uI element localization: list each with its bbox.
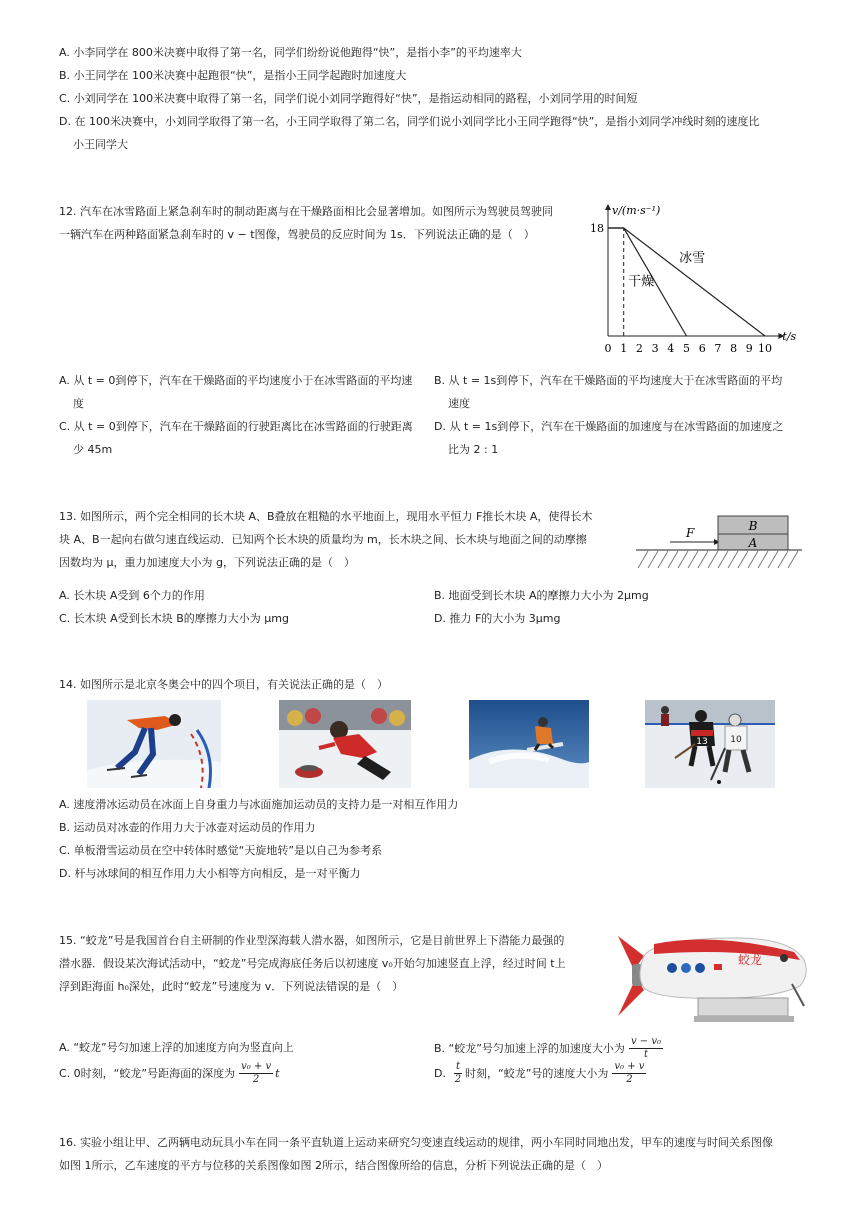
x-tick-label: 1 [620,342,628,355]
q15-option-b-fraction [629,1036,663,1061]
q13-stem-line1: 13. 如图所示，两个完全相同的长木块 A、B叠放在粗糙的水平地面上，现用水平恒力 F推长木块 A，使得长木 [59,510,593,523]
block-a-label: A [748,536,758,550]
q15-option-c-fraction [239,1061,273,1086]
q12-option-c-cont: 少 45m [73,443,113,456]
fraction-numerator: v₀ + v [241,1060,272,1072]
x-axis-label: t/s [782,330,797,343]
q12-option-d-cont: 比为 2 : 1 [448,443,499,456]
x-tick-label: 9 [745,342,753,355]
speed-skating-photo [87,700,221,788]
q12-option-d: D. 从 t = 1s到停下，汽车在干燥路面的加速度与在冰雪路面的加速度之 [434,420,784,433]
q15-stem-line2: 潜水器．假设某次海试活动中，“蛟龙”号完成海底任务后以初速度 v₀开始匀加速竖直上浮，经过时间 t上 [59,957,566,970]
q16-stem-line1: 16. 实验小组让甲、乙两辆电动玩具小车在同一条平直轨道上运动来研究匀变速直线运动的规律，两小车同时同地出发，甲车的速度与时间关系图像 [59,1136,773,1149]
q15-option-c [59,1058,280,1088]
q13-option-c: C. 长木块 A受到长木块 B的摩擦力大小为 μmg [59,612,289,625]
jiaolong-submersible [614,926,810,1030]
x-tick-label: 2 [635,342,643,355]
q12-option-b-cont: 速度 [448,397,470,410]
q12-stem-line1: 12. 汽车在冰雪路面上紧急刹车时的制动距离与在干燥路面相比会显著增加。如图所示为驾驶员驾驶同 [59,205,553,218]
x-tick-label: 7 [714,342,722,355]
q11-option-d: D. 在 100米决赛中，小刘同学取得了第一名，小王同学取得了第二名，同学们说小刘同学比小王同学跑得“快”，是指小刘同学冲线时刻的速度比 [59,115,760,128]
q13-stem-line3: 因数均为 μ，重力加速度大小为 g，下列说法正确的是（ ） [59,556,355,569]
x-tick-label: 0 [604,342,612,355]
q15-option-d-text: 时刻，“蛟龙”号的速度大小为 [465,1067,609,1080]
q14-option-a: A. 速度滑冰运动员在冰面上自身重力与冰面施加运动员的支持力是一对相互作用力 [59,798,459,811]
series-label-snow: 冰雪 [679,250,706,266]
svg-text:13: 13 [696,737,708,747]
block-b-label: B [748,519,758,533]
ice-hockey-photo [645,700,775,788]
q15-stem-line1: 15. “蛟龙”号是我国首台自主研制的作业型深海载人潜水器，如图所示，它是目前世界上下潜能力最强的 [59,934,565,947]
q11-option-c: C. 小刘同学在 100米决赛中取得了第一名，同学们说小刘同学跑得好“快”，是指运动相同的路程，小刘同学用的时间短 [59,92,638,105]
curling-photo [279,700,411,788]
vt-chart [588,200,813,360]
q12-option-a: A. 从 t = 0到停下，汽车在干燥路面的平均速度小于在冰雪路面的平均速 [59,374,413,387]
q16-stem-line2: 如图 1所示，乙车速度的平方与位移的关系图像如图 2所示，结合图像所给的信息，分析下列说法正确的是（ ） [59,1159,608,1172]
svg-text:10: 10 [730,735,742,745]
fraction-denominator: 2 [252,1073,260,1085]
y-axis-label: v/(m·s⁻¹) [612,204,661,217]
q11-option-d-cont: 小王同学大 [73,138,128,151]
x-tick-label: 5 [683,342,690,355]
q15-option-a: A. “蛟龙”号匀加速上浮的加速度方向为竖直向上 [59,1041,294,1054]
q15-option-d-label: D. [434,1066,446,1080]
q12-option-b: B. 从 t = 1s到停下，汽车在干燥路面的平均速度大于在冰雪路面的平均 [434,374,783,387]
q15-option-b-text: B. “蛟龙”号匀加速上浮的加速度大小为 [434,1042,625,1055]
fraction-numerator: v₀ + v [614,1060,645,1072]
blocks-diagram [632,508,804,570]
q14-option-b: B. 运动员对冰壶的作用力大于冰壶对运动员的作用力 [59,821,316,834]
x-tick-label: 3 [651,342,659,355]
snowboard-photo [469,700,589,788]
y-axis-arrow [605,204,611,210]
q12-option-c: C. 从 t = 0到停下，汽车在干燥路面的行驶距离比在冰雪路面的行驶距离 [59,420,413,433]
x-tick-label: 10 [758,342,772,355]
q15-option-c-t: t [275,1066,280,1080]
fraction-numerator: v − v₀ [630,1035,661,1047]
q14-option-d: D. 杆与冰球间的相互作用力大小相等方向相反，是一对平衡力 [59,867,361,880]
q15-stem-line3: 浮到距海面 h₀深处，此时“蛟龙”号速度为 v．下列说法错误的是（ ） [59,980,404,993]
q12-option-a-cont: 度 [73,397,84,410]
fraction-denominator: 2 [454,1073,462,1085]
q13-option-b: B. 地面受到长木块 A的摩擦力大小为 2μmg [434,589,649,602]
q14-stem: 14. 如图所示是北京冬奥会中的四个项目，有关说法正确的是（ ） [59,678,388,691]
y-tick-label: 18 [590,222,604,235]
q11-option-b: B. 小王同学在 100米决赛中起跑很“快”，是指小王同学起跑时加速度大 [59,69,407,82]
x-tick-label: 4 [667,342,675,355]
q15-option-d [434,1058,646,1088]
x-tick-label: 6 [698,342,706,355]
series-label-dry: 干燥 [628,274,655,290]
q15-option-d-time-fraction [454,1061,462,1086]
x-tick-label: 8 [730,342,738,355]
q15-option-d-fraction [612,1061,646,1086]
q14-option-c: C. 单板滑雪运动员在空中转体时感觉“天旋地转”是以自己为参考系 [59,844,383,857]
q13-option-d: D. 推力 F的大小为 3μmg [434,612,561,625]
q15-option-c-text: C. 0时刻，“蛟龙”号距海面的深度为 [59,1067,236,1080]
fraction-numerator: t [455,1060,460,1072]
ground-hatch [638,551,798,568]
q12-stem-line2: 一辆汽车在两种路面紧急刹车时的 v − t图像，驾驶员的反应时间为 1s．下列说法正确的是（ ） [59,228,535,241]
force-f-label: F [686,526,695,540]
fraction-denominator: t [643,1048,648,1060]
q11-option-a: A. 小李同学在 800米决赛中取得了第一名，同学们纷纷说他跑得“快”，是指小李”的平均速率大 [59,46,522,59]
q13-option-a: A. 长木块 A受到 6个力的作用 [59,589,205,602]
fraction-denominator: 2 [626,1073,633,1085]
svg-text:蛟龙: 蛟龙 [738,953,763,967]
q13-stem-line2: 块 A、B一起向右做匀速直线运动．已知两个长木块的质量均为 m，长木块之间、长木块与地面之间的动摩擦 [59,533,587,546]
